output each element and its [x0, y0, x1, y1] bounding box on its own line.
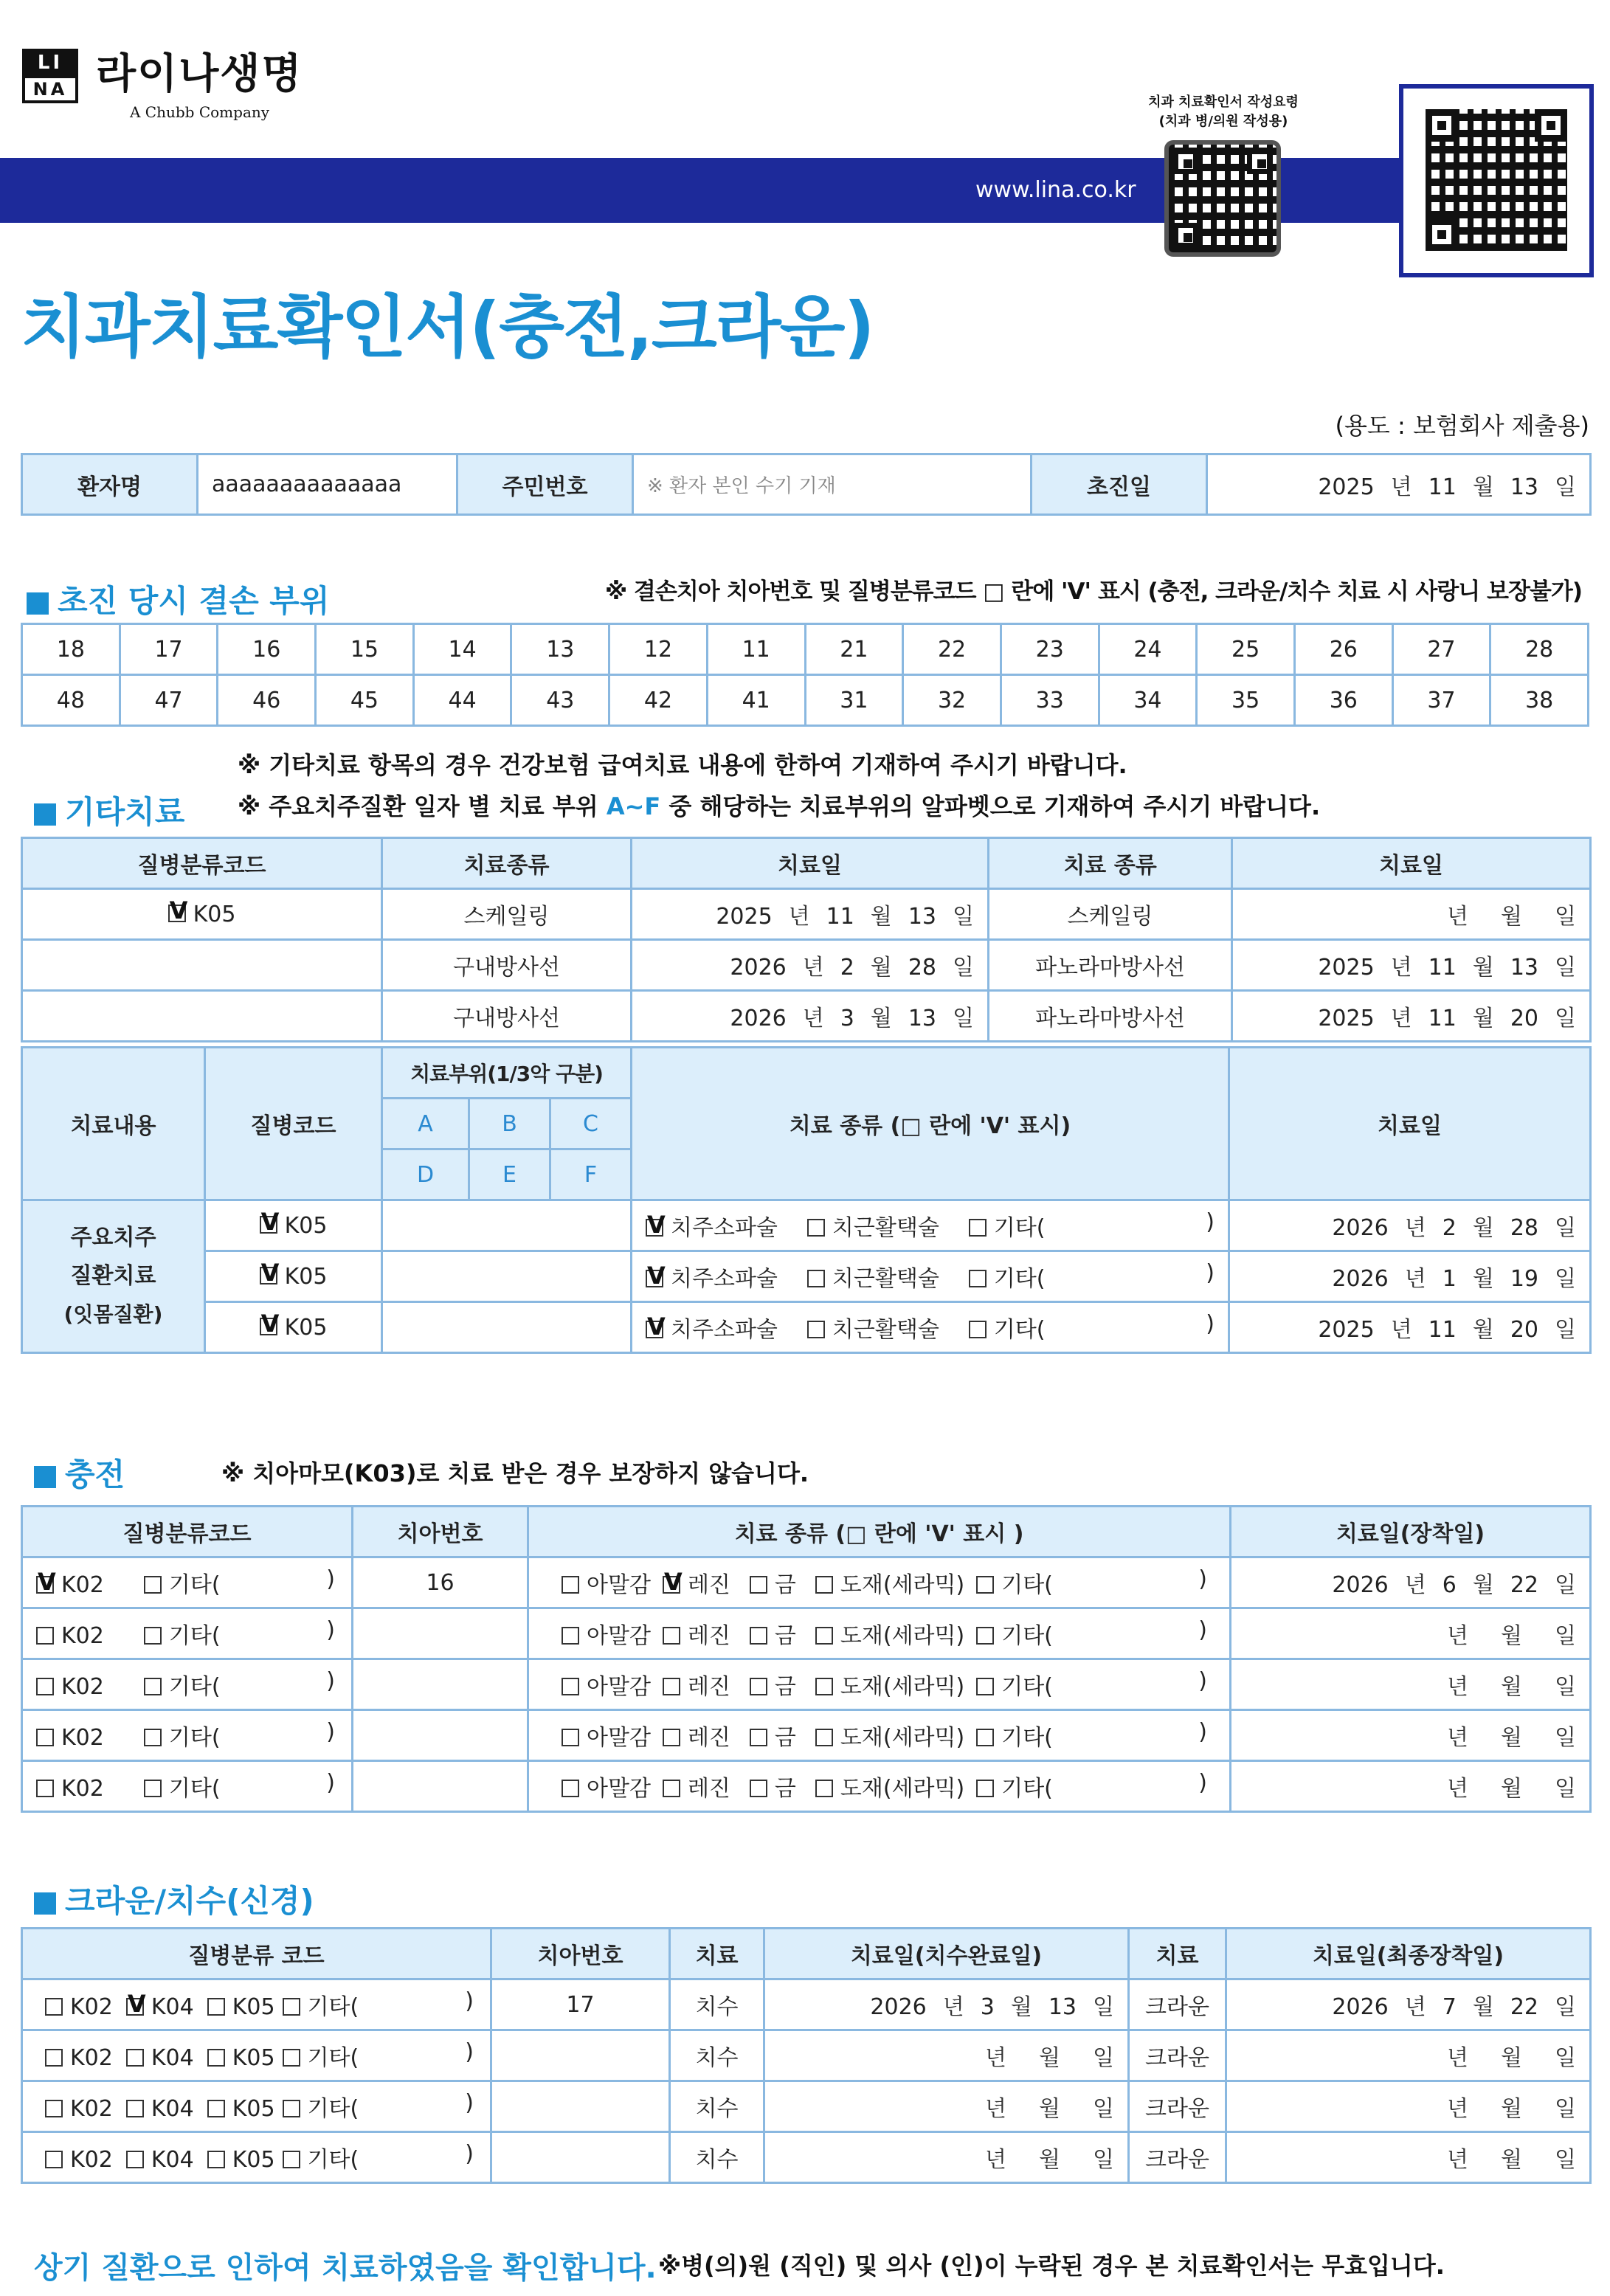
- root-planing-checkbox[interactable]: [807, 1321, 825, 1338]
- k02-checkbox[interactable]: [36, 1627, 54, 1645]
- table-row: [22, 1761, 1591, 1812]
- amalgam-checkbox[interactable]: [562, 1729, 579, 1746]
- k02-checkbox[interactable]: [36, 1780, 54, 1797]
- k04-checkbox[interactable]: [126, 2151, 144, 2168]
- table-row: [22, 1608, 1591, 1659]
- k02-checkbox[interactable]: [45, 2100, 63, 2117]
- date-field[interactable]: 년 월 일: [1232, 889, 1591, 940]
- code-checkbox[interactable]: [168, 905, 186, 922]
- other-checkbox[interactable]: [144, 1627, 162, 1645]
- other-checkbox[interactable]: [283, 1998, 300, 2016]
- perio-label: 주요치주 질환치료 (잇몸질환): [22, 1200, 205, 1353]
- site-b: B: [469, 1099, 550, 1149]
- filling-note: ※ 치아마모(K03)로 치료 받은 경우 보장하지 않습니다.: [221, 1459, 809, 1487]
- table-row: [22, 1200, 1591, 1251]
- col-install-date: 치료일(장착일): [1231, 1507, 1591, 1557]
- scaling-checkbox[interactable]: [646, 1270, 663, 1287]
- date-field[interactable]: 년 월 일: [764, 2132, 1129, 2183]
- date-field[interactable]: 년 월 일: [1226, 2081, 1591, 2132]
- gold-checkbox[interactable]: [750, 1576, 767, 1594]
- treatment-cell: 크라운: [1129, 1979, 1226, 2030]
- first-visit-date[interactable]: 2025 년 11 월 13 일: [1207, 454, 1591, 515]
- tooth-cell[interactable]: 22: [903, 624, 1001, 675]
- resin-checkbox[interactable]: [663, 1780, 680, 1797]
- tooth-cell[interactable]: 18: [22, 624, 120, 675]
- disease-code-cell[interactable]: VK05: [205, 1251, 382, 1302]
- k04-checkbox[interactable]: [126, 1998, 144, 2016]
- tooth-cell[interactable]: 43: [511, 675, 609, 726]
- tooth-cell[interactable]: 37: [1392, 675, 1490, 726]
- upper-teeth-row: [22, 624, 1589, 675]
- missing-teeth-section-title: 초진 당시 결손 부위: [27, 577, 329, 621]
- document-title: 치과치료확인서(충전,크라운): [21, 288, 874, 367]
- tooth-cell[interactable]: 17: [120, 624, 218, 675]
- col-treatment-site: 치료부위(1/3악 구분): [382, 1048, 632, 1099]
- disease-code-cell[interactable]: VK05: [205, 1302, 382, 1353]
- tooth-cell[interactable]: 15: [316, 624, 414, 675]
- tooth-number-cell[interactable]: [353, 1710, 528, 1761]
- treatment-kind-cell: 아말감 레진 금 도재(세라믹) 기타( ): [528, 1608, 1231, 1659]
- site-a: A: [382, 1099, 469, 1149]
- col-treatment-1: 치료: [670, 1929, 764, 1979]
- section-square-icon: [34, 803, 56, 826]
- lina-logo: LI NA: [22, 49, 78, 103]
- table-row: [22, 2030, 1591, 2081]
- tooth-cell[interactable]: 38: [1490, 675, 1589, 726]
- other-checkbox[interactable]: [976, 1729, 994, 1746]
- ceramic-checkbox[interactable]: [815, 1678, 833, 1695]
- treatment-cell: 치수: [670, 1979, 764, 2030]
- tooth-cell[interactable]: 14: [413, 624, 511, 675]
- disease-code-cell: K02 기타( ): [22, 1761, 353, 1812]
- tooth-cell[interactable]: 41: [707, 675, 805, 726]
- k05-checkbox[interactable]: [207, 2100, 225, 2117]
- tooth-number-cell[interactable]: [353, 1659, 528, 1710]
- brand-subtitle: A Chubb Company: [130, 103, 270, 121]
- col-disease-code: 질병코드: [205, 1048, 382, 1200]
- missing-teeth-note: ※ 결손치아 치아번호 및 질병분류코드 □ 란에 'V' 표시 (충전, 크라운/치수 치료 시 사랑니 보장불가): [605, 578, 1582, 605]
- qr-code-icon[interactable]: [1164, 140, 1281, 257]
- date-field[interactable]: 년 월 일: [764, 2081, 1129, 2132]
- col-treatment-content: 치료내용: [22, 1048, 205, 1200]
- date-field[interactable]: 년 월 일: [1231, 1659, 1591, 1710]
- treatment-cell: 크라운: [1129, 2132, 1226, 2183]
- treatment-type-cell: 스케일링: [382, 889, 632, 940]
- treatment-kind-cell: V 치주소파술 치근활택술 기타( ): [632, 1302, 1229, 1353]
- treatment-cell: 크라운: [1129, 2081, 1226, 2132]
- col-treatment-type-2: 치료 종류: [989, 838, 1232, 889]
- invalid-note: ※병(의)원 (직인) 및 의사 (인)이 누락된 경우 본 치료확인서는 무효입니다.: [658, 2252, 1445, 2280]
- resin-checkbox[interactable]: [663, 1576, 680, 1594]
- col-pulp-date: 치료일(치수완료일): [764, 1929, 1129, 1979]
- tooth-number-cell[interactable]: 16: [353, 1557, 528, 1608]
- treatment-type-cell: 스케일링: [989, 889, 1232, 940]
- resin-checkbox[interactable]: [663, 1678, 680, 1695]
- disease-code-cell: K02 K04 K05 기타( ): [22, 2081, 491, 2132]
- tooth-cell[interactable]: 11: [707, 624, 805, 675]
- tooth-cell[interactable]: 48: [22, 675, 120, 726]
- k04-checkbox[interactable]: [126, 2100, 144, 2117]
- other-checkbox[interactable]: [976, 1627, 994, 1645]
- gold-checkbox[interactable]: [750, 1627, 767, 1645]
- tooth-number-cell[interactable]: [353, 1761, 528, 1812]
- k02-checkbox[interactable]: [45, 2049, 63, 2067]
- first-visit-label: 초진일: [1032, 454, 1207, 515]
- tooth-cell[interactable]: 31: [805, 675, 903, 726]
- qr-code-icon[interactable]: [1426, 109, 1567, 251]
- other-checkbox[interactable]: [969, 1219, 987, 1237]
- tooth-number-cell[interactable]: [353, 1608, 528, 1659]
- resident-id-field[interactable]: ※ 환자 본인 수기 기재: [633, 454, 1032, 515]
- other-treatment-note-2: ※ 주요치주질환 일자 별 치료 부위 A~F 중 해당하는 치료부위의 알파벳으로 기재하여 주시기 바랍니다.: [238, 792, 1321, 820]
- disease-code-cell[interactable]: [22, 940, 382, 991]
- section-square-icon: [27, 592, 49, 615]
- website-link[interactable]: www.lina.co.kr: [975, 177, 1136, 203]
- filling-section-title: 충전: [34, 1450, 125, 1495]
- tooth-cell[interactable]: 26: [1294, 624, 1392, 675]
- other-checkbox[interactable]: [976, 1678, 994, 1695]
- col-treatment-date-2: 치료일: [1232, 838, 1591, 889]
- patient-info-table: [21, 453, 1592, 516]
- tooth-cell[interactable]: 35: [1197, 675, 1295, 726]
- resident-id-label: 주민번호: [457, 454, 633, 515]
- table-row: [22, 1979, 1591, 2030]
- tooth-cell[interactable]: 23: [1001, 624, 1099, 675]
- code-checkbox[interactable]: [260, 1216, 277, 1234]
- disease-code-cell: K02 기타( ): [22, 1710, 353, 1761]
- table-row: [22, 1302, 1591, 1353]
- table-row: [22, 1659, 1591, 1710]
- col-treatment-type: 치료종류: [382, 838, 632, 889]
- date-field[interactable]: 년 월 일: [1231, 1761, 1591, 1812]
- disease-code-cell: K02 기타( ): [22, 1659, 353, 1710]
- date-field[interactable]: 2025 년 11 월 13 일: [1232, 940, 1591, 991]
- date-field[interactable]: 2026 년 3 월 13 일: [764, 1979, 1129, 2030]
- code-checkbox[interactable]: [260, 1267, 277, 1284]
- date-field[interactable]: 년 월 일: [1226, 2030, 1591, 2081]
- gold-checkbox[interactable]: [750, 1729, 767, 1746]
- k02-checkbox[interactable]: [45, 2151, 63, 2168]
- tooth-cell[interactable]: 24: [1099, 624, 1197, 675]
- date-field[interactable]: 2026 년 3 월 13 일: [632, 991, 989, 1042]
- tooth-cell[interactable]: 44: [413, 675, 511, 726]
- col-disease-code: 질병분류코드: [22, 1507, 353, 1557]
- scaling-checkbox[interactable]: [646, 1219, 663, 1237]
- tooth-cell[interactable]: 16: [218, 624, 316, 675]
- col-treatment-kind: 치료 종류 (□ 란에 'V' 표시): [632, 1048, 1229, 1200]
- other-checkbox[interactable]: [283, 2151, 300, 2168]
- other-checkbox[interactable]: [283, 2049, 300, 2067]
- date-field[interactable]: 2026 년 2 월 28 일: [632, 940, 989, 991]
- table-row: [22, 1251, 1591, 1302]
- section-square-icon: [34, 1892, 56, 1915]
- usage-note: (용도 : 보험회사 제출용): [1335, 412, 1589, 440]
- col-final-date: 치료일(최종장착일): [1226, 1929, 1591, 1979]
- scaling-checkbox[interactable]: [646, 1321, 663, 1338]
- qr-finder-icon: [1173, 149, 1198, 174]
- date-field[interactable]: 2026 년 6 월 22 일: [1231, 1557, 1591, 1608]
- table-row: [22, 940, 1591, 991]
- table-row: [22, 1710, 1591, 1761]
- treatment-type-cell: 구내방사선: [382, 991, 632, 1042]
- site-cell[interactable]: [382, 1302, 632, 1353]
- treatment-cell: 크라운: [1129, 2030, 1226, 2081]
- site-d: D: [382, 1149, 469, 1200]
- tooth-cell[interactable]: 28: [1490, 624, 1589, 675]
- amalgam-checkbox[interactable]: [562, 1576, 579, 1594]
- other-checkbox[interactable]: [976, 1780, 994, 1797]
- tooth-cell[interactable]: 32: [903, 675, 1001, 726]
- gold-checkbox[interactable]: [750, 1678, 767, 1695]
- tooth-number-cell[interactable]: [491, 2081, 670, 2132]
- treatment-type-cell: 구내방사선: [382, 940, 632, 991]
- ceramic-checkbox[interactable]: [815, 1576, 833, 1594]
- qr-finder-icon: [1173, 223, 1198, 248]
- k02-checkbox[interactable]: [36, 1576, 54, 1594]
- tooth-cell[interactable]: 45: [316, 675, 414, 726]
- date-field[interactable]: 년 월 일: [764, 2030, 1129, 2081]
- section-square-icon: [34, 1466, 56, 1488]
- other-checkbox[interactable]: [144, 1780, 162, 1797]
- patient-name-label: 환자명: [22, 454, 198, 515]
- k04-checkbox[interactable]: [126, 2049, 144, 2067]
- date-field[interactable]: 2026 년 7 월 22 일: [1226, 1979, 1591, 2030]
- other-treatment-note-1: ※ 기타치료 항목의 경우 건강보험 급여치료 내용에 한하여 기재하여 주시기 바랍니다.: [238, 751, 1127, 779]
- tooth-cell[interactable]: 47: [120, 675, 218, 726]
- site-c: C: [550, 1099, 632, 1149]
- disease-code-cell: VK02 기타( ): [22, 1557, 353, 1608]
- other-checkbox[interactable]: [976, 1576, 994, 1594]
- tooth-cell[interactable]: 13: [511, 624, 609, 675]
- treatment-kind-cell: 아말감 레진 금 도재(세라믹) 기타( ): [528, 1710, 1231, 1761]
- date-field[interactable]: 년 월 일: [1231, 1608, 1591, 1659]
- qr-guide-label: 치과 치료확인서 작성요령 (치과 병/의원 작성용): [1148, 94, 1299, 129]
- col-disease-code: 질병분류 코드: [22, 1929, 491, 1979]
- other-treatment-table: [21, 837, 1592, 1042]
- treatment-kind-cell: V 치주소파술 치근활택술 기타( ): [632, 1200, 1229, 1251]
- treatment-cell: 치수: [670, 2081, 764, 2132]
- resin-checkbox[interactable]: [663, 1729, 680, 1746]
- disease-code-cell: K02 K04 K05 기타( ): [22, 2030, 491, 2081]
- treatment-kind-cell: 아말감 레진 금 도재(세라믹) 기타( ): [528, 1659, 1231, 1710]
- brand-name: 라이나생명: [96, 50, 303, 98]
- date-field[interactable]: 2025 년 11 월 20 일: [1232, 991, 1591, 1042]
- qr-finder-icon: [1535, 109, 1567, 142]
- site-e: E: [469, 1149, 550, 1200]
- tooth-cell[interactable]: 34: [1099, 675, 1197, 726]
- confirmation-text: 상기 질환으로 인하여 치료하였음을 확인합니다.: [34, 2251, 657, 2285]
- gold-checkbox[interactable]: [750, 1780, 767, 1797]
- k05-checkbox[interactable]: [207, 2151, 225, 2168]
- treatment-cell: 치수: [670, 2030, 764, 2081]
- tooth-cell[interactable]: 12: [609, 624, 708, 675]
- col-treatment-kind: 치료 종류 (□ 란에 'V' 표시 ): [528, 1507, 1231, 1557]
- disease-code-cell[interactable]: [22, 991, 382, 1042]
- tooth-cell[interactable]: 42: [609, 675, 708, 726]
- col-treatment-date: 치료일: [1229, 1048, 1591, 1200]
- crown-table: [21, 1927, 1592, 2184]
- site-cell[interactable]: [382, 1251, 632, 1302]
- treatment-type-cell: 파노라마방사선: [989, 940, 1232, 991]
- col-treatment-2: 치료: [1129, 1929, 1226, 1979]
- table-row: [22, 1557, 1591, 1608]
- treatment-kind-cell: 아말감 레진 금 도재(세라믹) 기타( ): [528, 1761, 1231, 1812]
- amalgam-checkbox[interactable]: [562, 1627, 579, 1645]
- date-field[interactable]: 년 월 일: [1231, 1710, 1591, 1761]
- crown-section-title: 크라운/치수(신경): [34, 1877, 314, 1921]
- tooth-cell[interactable]: 27: [1392, 624, 1490, 675]
- other-checkbox[interactable]: [144, 1729, 162, 1746]
- tooth-cell[interactable]: 33: [1001, 675, 1099, 726]
- treatment-cell: 치수: [670, 2132, 764, 2183]
- tooth-number-cell[interactable]: [491, 2030, 670, 2081]
- date-field[interactable]: 2026 년 2 월 28 일: [1229, 1200, 1591, 1251]
- disease-code-cell[interactable]: VK05: [205, 1200, 382, 1251]
- patient-name-field[interactable]: aaaaaaaaaaaaaa: [198, 454, 457, 515]
- qr-finder-icon: [1426, 109, 1458, 142]
- other-treatment-section-title: 기타치료: [34, 788, 184, 832]
- tooth-cell[interactable]: 36: [1294, 675, 1392, 726]
- other-checkbox[interactable]: [144, 1678, 162, 1695]
- periodontal-table: [21, 1046, 1592, 1354]
- tooth-number-cell[interactable]: [491, 2132, 670, 2183]
- table-row: [22, 2081, 1591, 2132]
- tooth-cell[interactable]: 46: [218, 675, 316, 726]
- qr-finder-icon: [1247, 149, 1272, 174]
- col-tooth-number: 치아번호: [353, 1507, 528, 1557]
- tooth-cell[interactable]: 25: [1197, 624, 1295, 675]
- qr-code-frame: [1399, 84, 1594, 277]
- ceramic-checkbox[interactable]: [815, 1729, 833, 1746]
- disease-code-cell: K02V K04 K05 기타( ): [22, 1979, 491, 2030]
- ceramic-checkbox[interactable]: [815, 1780, 833, 1797]
- date-field[interactable]: 2026 년 1 월 19 일: [1229, 1251, 1591, 1302]
- disease-code-cell: K02 K04 K05 기타( ): [22, 2132, 491, 2183]
- code-checkbox[interactable]: [260, 1318, 277, 1335]
- amalgam-checkbox[interactable]: [562, 1678, 579, 1695]
- date-field[interactable]: 2025 년 11 월 20 일: [1229, 1302, 1591, 1353]
- disease-code-cell: K02 기타( ): [22, 1608, 353, 1659]
- missing-teeth-table: [21, 623, 1589, 727]
- other-checkbox[interactable]: [969, 1270, 987, 1287]
- site-cell[interactable]: [382, 1200, 632, 1251]
- k05-checkbox[interactable]: [207, 1998, 225, 2016]
- k02-checkbox[interactable]: [36, 1678, 54, 1695]
- other-checkbox[interactable]: [283, 2100, 300, 2117]
- tooth-number-cell[interactable]: 17: [491, 1979, 670, 2030]
- table-row: [22, 2132, 1591, 2183]
- resin-checkbox[interactable]: [663, 1627, 680, 1645]
- k02-checkbox[interactable]: [45, 1998, 63, 2016]
- ceramic-checkbox[interactable]: [815, 1627, 833, 1645]
- col-disease-code: 질병분류코드: [22, 838, 382, 889]
- qr-finder-icon: [1426, 218, 1458, 251]
- disease-code-cell[interactable]: VK05: [22, 889, 382, 940]
- table-row: [22, 991, 1591, 1042]
- site-f: F: [550, 1149, 632, 1200]
- other-checkbox[interactable]: [969, 1321, 987, 1338]
- tooth-cell[interactable]: 21: [805, 624, 903, 675]
- col-tooth-number: 치아번호: [491, 1929, 670, 1979]
- treatment-type-cell: 파노라마방사선: [989, 991, 1232, 1042]
- table-row: [22, 889, 1591, 940]
- root-planing-checkbox[interactable]: [807, 1219, 825, 1237]
- treatment-kind-cell: 아말감V 레진 금 도재(세라믹) 기타( ): [528, 1557, 1231, 1608]
- date-field[interactable]: 2025 년 11 월 13 일: [632, 889, 989, 940]
- k05-checkbox[interactable]: [207, 2049, 225, 2067]
- col-treatment-date: 치료일: [632, 838, 989, 889]
- treatment-kind-cell: V 치주소파술 치근활택술 기타( ): [632, 1251, 1229, 1302]
- amalgam-checkbox[interactable]: [562, 1780, 579, 1797]
- root-planing-checkbox[interactable]: [807, 1270, 825, 1287]
- k02-checkbox[interactable]: [36, 1729, 54, 1746]
- lower-teeth-row: [22, 675, 1589, 726]
- other-checkbox[interactable]: [144, 1576, 162, 1594]
- filling-table: [21, 1505, 1592, 1813]
- date-field[interactable]: 년 월 일: [1226, 2132, 1591, 2183]
